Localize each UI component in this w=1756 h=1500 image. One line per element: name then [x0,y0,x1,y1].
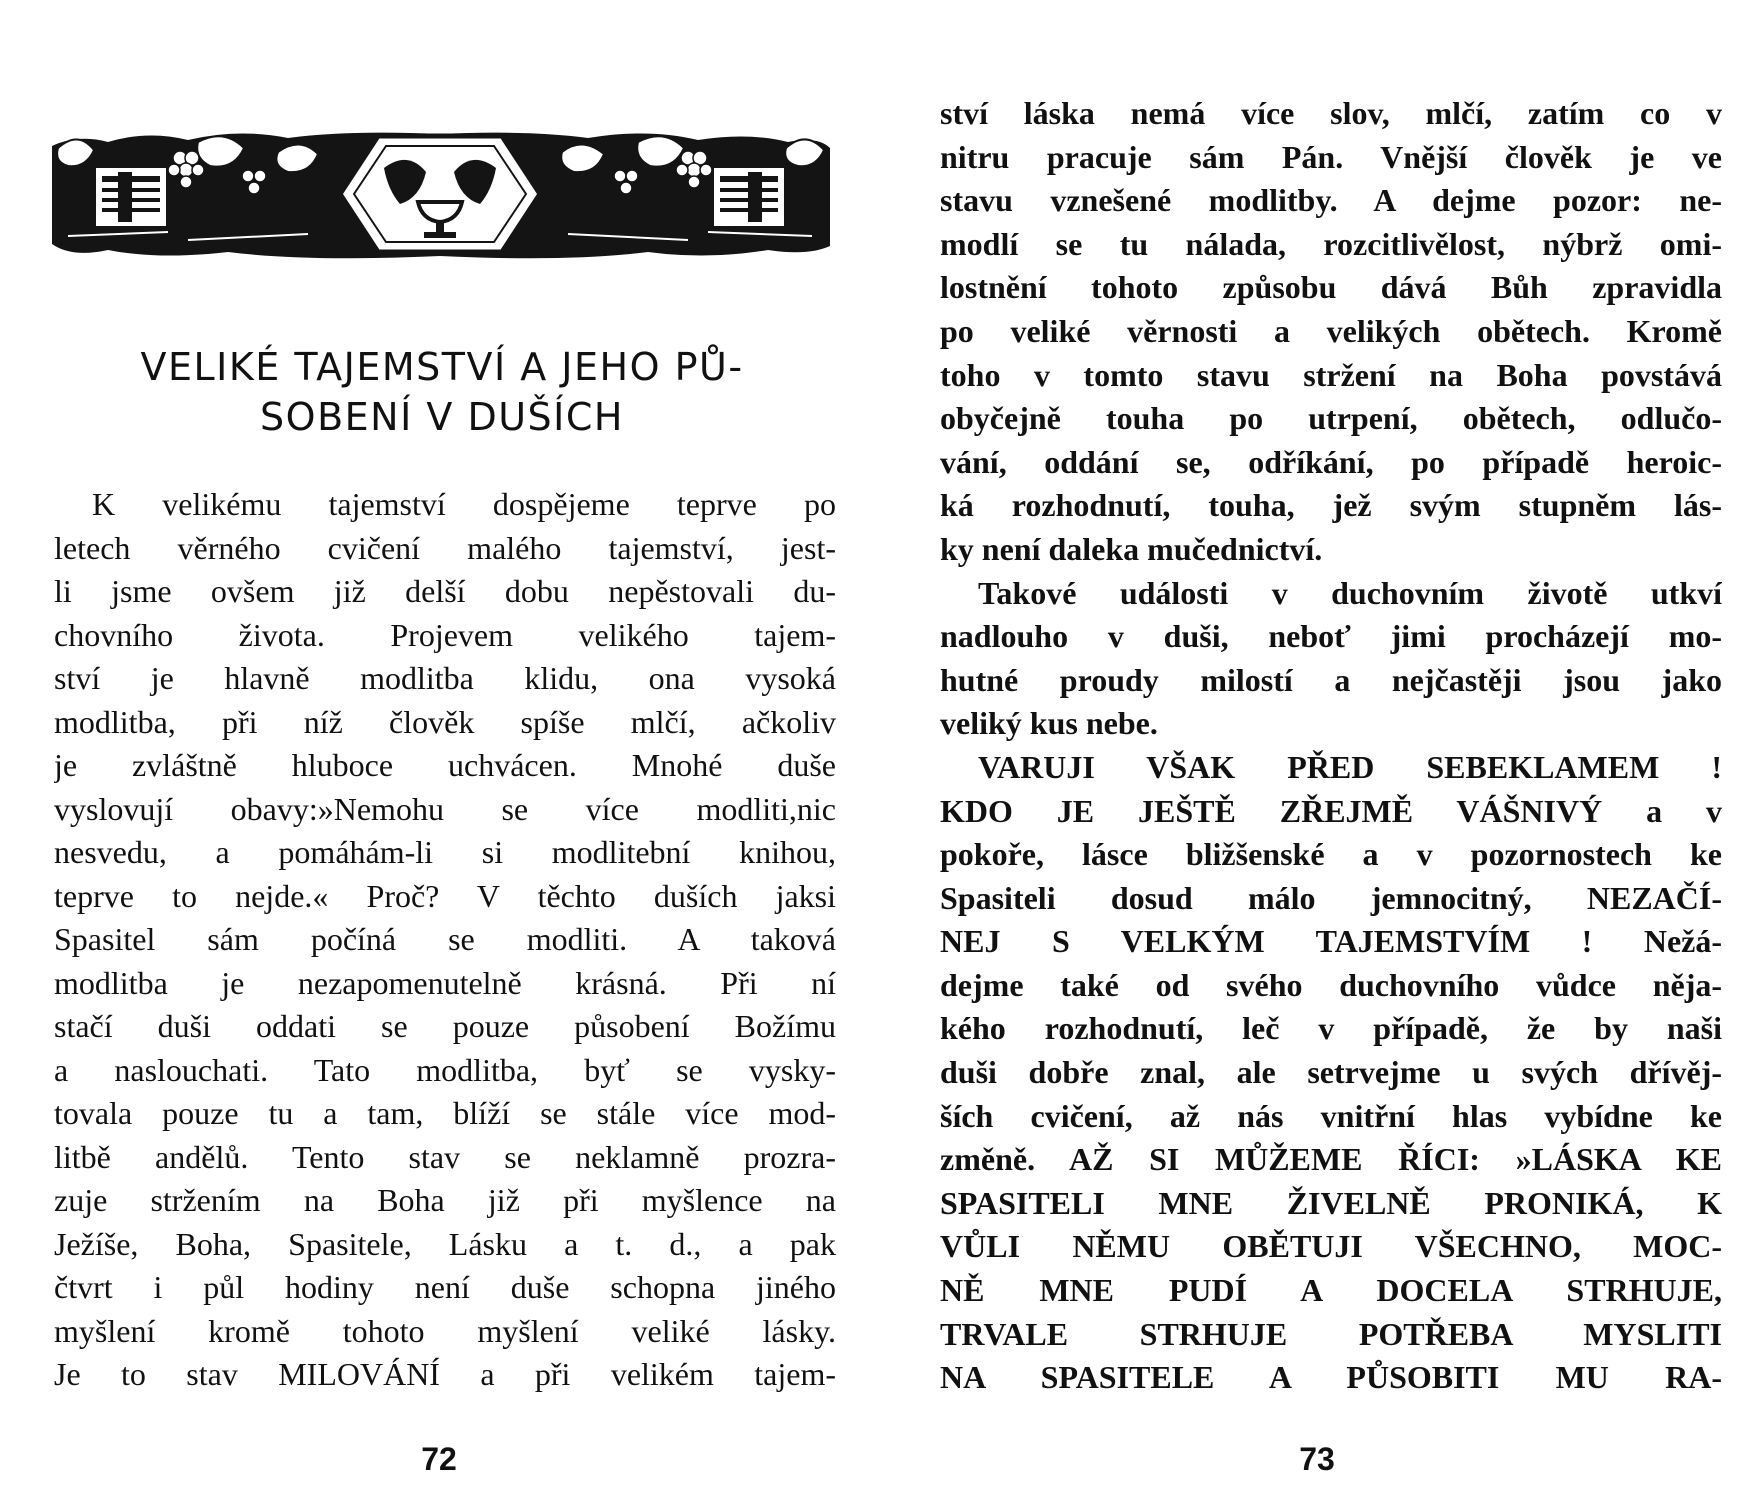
text-line: nesvedu, a pomáhám-li si modlitební knihou, [54,834,836,870]
text-line: K velikému tajemství dospějeme teprve po [92,486,836,522]
text-line: ství je hlavně modlitba klidu, ona vysoká [54,660,836,696]
text-line: ká rozhodnutí, touha, jež svým stupněm lás- [940,487,1722,524]
text-line: obyčejně touha po utrpení, obětech, odlučo- [940,400,1722,437]
text-line: NĚ MNE PUDÍ A DOCELA STRHUJE, [940,1272,1722,1309]
text-line: dejme také od svého duchovního vůdce něja- [940,966,1722,1003]
text-line: zuje stržením na Boha již při myšlence na [54,1182,836,1218]
text-line: NEJ S VELKÝM TAJEMSTVÍM ! Nežá- [940,923,1722,960]
text-line: vyslovují obavy:»Nemohu se více modliti,nic [54,790,836,827]
text-line: litbě andělů. Tento stav se neklamně prozra- [54,1138,836,1175]
text-line: hutné proudy milostí a nejčastěji jsou jako [940,661,1722,698]
text-line: Ježíše, Boha, Spasitele, Lásku a t. d., a pak [54,1225,836,1262]
text-line: pokoře, lásce bližšenské a v pozornostech ke [940,836,1722,873]
text-line: VARUJI VŠAK PŘED SEBEKLAMEM ! [978,748,1722,785]
page-number-left: 72 [421,1441,457,1477]
text-line: stavu vznešené modlitby. A dejme pozor: ne- [940,182,1722,219]
text-line: Spasiteli dosud málo jemnocitný, NEZAČÍ- [940,879,1722,916]
text-line: chovního života. Projevem velikého tajem- [54,616,836,653]
text-line: modlitba, při níž člověk spíše mlčí, ačkoliv [54,703,836,740]
chapter-title-line: SOBENÍ V DUŠÍCH [260,395,624,439]
chapter-title-line: VELIKÉ TAJEMSTVÍ A JEHO PŮ- [140,345,744,389]
text-line: KDO JE JEŠTĚ ZŘEJMĚ VÁŠNIVÝ a v [940,792,1722,829]
text-line: Takové události v duchovním životě utkví [978,574,1722,611]
right-page [878,0,1756,1500]
text-line: Spasitel sám počíná se modliti. A taková [54,921,836,957]
text-line: ky není daleka mučednictví. [940,530,1323,567]
text-line: ších cvičení, až nás vnitřní hlas vybídne ke [940,1097,1722,1134]
text-line: teprve to nejde.« Proč? V těchto duších jaksi [54,877,836,914]
text-line: a naslouchati. Tato modlitba, byť se vysky- [54,1051,836,1088]
text-line: po veliké věrnosti a velikých obětech. Kromě [940,312,1722,349]
text-line: tovala pouze tu a tam, blíží se stále více mod- [54,1095,836,1131]
text-line: modlitba je nezapomenutelně krásná. Při ní [54,964,836,1001]
text-line: změně. AŽ SI MŮŽEME ŘÍCI: »LÁSKA KE [940,1141,1722,1178]
text-line: stačí duši oddati se pouze působení Božímu [54,1008,836,1044]
grapevine-chalice-ornament-icon [48,128,832,263]
text-line: NA SPASITELE A PŮSOBITI MU RA- [940,1359,1722,1396]
text-line: duši dobře znal, ale setrvejme u svých dřívěj- [940,1054,1722,1091]
text-line: letech věrného cvičení malého tajemství, jest- [54,529,836,566]
text-line: vání, oddání se, odříkání, po případě heroic- [940,443,1722,480]
text-line: toho v tomto stavu stržení na Boha povstává [940,356,1722,393]
chapter-title [52,342,832,442]
page-number-right: 73 [1299,1441,1335,1477]
text-line: čtvrt i půl hodiny není duše schopna jiného [54,1269,836,1305]
text-line: li jsme ovšem již delší dobu nepěstovali du- [54,573,836,609]
text-line: modlí se tu nálada, rozcitlivělost, nýbrž omi- [940,225,1722,262]
text-line: je zvláštně hluboce uchvácen. Mnohé duše [54,747,836,783]
right-body-text [940,92,1722,1400]
text-line: VŮLI NĚMU OBĚTUJI VŠECHNO, MOC- [940,1228,1722,1265]
text-line: nadlouho v duši, neboť jimi procházejí mo- [940,618,1722,655]
left-body-text [54,483,836,1397]
text-line: kého rozhodnutí, leč v případě, že by naši [940,1010,1722,1047]
text-line: myšlení kromě tohoto myšlení veliké lásky. [54,1312,836,1349]
text-line: SPASITELI MNE ŽIVELNĚ PRONIKÁ, K [940,1184,1722,1221]
text-line: lostnění tohoto způsobu dává Bůh zpravidla [940,269,1722,306]
text-line: Je to stav MILOVÁNÍ a při velikém tajem- [54,1356,836,1392]
text-line: nitru pracuje sám Pán. Vnější člověk je ve [940,138,1722,175]
text-line: ství láska nemá více slov, mlčí, zatím co v [940,95,1722,131]
text-line: TRVALE STRHUJE POTŘEBA MYSLITI [940,1315,1722,1352]
text-line: veliký kus nebe. [940,705,1158,742]
